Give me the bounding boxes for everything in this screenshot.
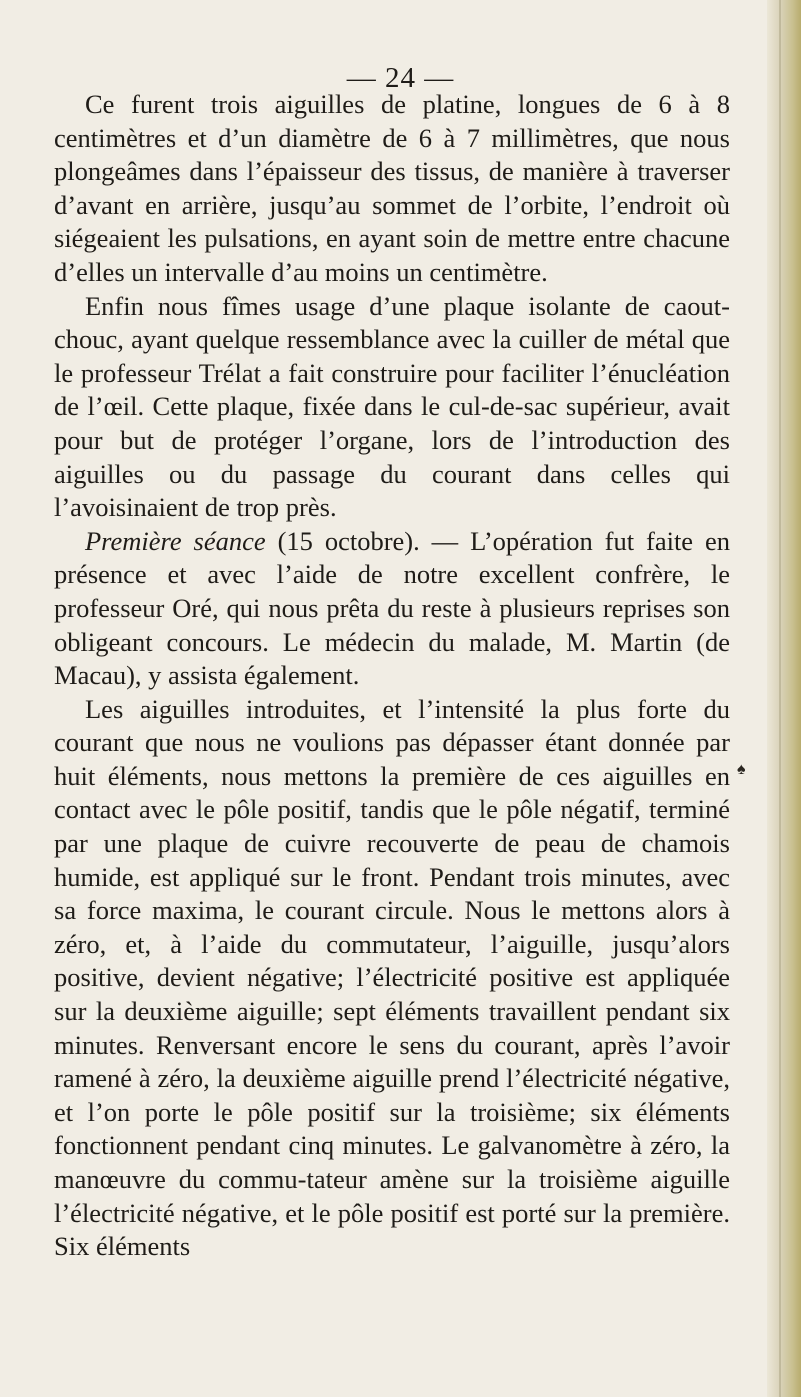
body-text xyxy=(54,88,730,1264)
page-edge-shadow xyxy=(767,0,801,1397)
margin-mark-icon: ♠ xyxy=(737,761,746,778)
paragraph-3-text: (15 octobre). — L’opération fut faite en présence et avec l’aide de notre excellent confrère, le professeur Oré, qui nous prêta du reste à plusieurs reprises son obligeant concours. Le médecin du malade, M. Martin (de Macau), y assista également. xyxy=(54,525,730,691)
paragraph-1: Ce furent trois aiguilles de platine, longues de 6 à 8 centimètres et d’un diamètre de 6 à 7 millimètres, que nous plongeâmes dans l’épaisseur des tissus, de manière à traverser d’avant en arrière, jusqu’au sommet de l’orbite, l’endroit où siégeaient les pulsations, en ayant soin de mettre entre chacune d’elles un intervalle d’au moins un centimètre. xyxy=(54,89,730,287)
paragraph-3-italic-lead: Première séance xyxy=(85,525,266,556)
page-number-header: — 24 — xyxy=(346,62,455,94)
paragraph-2: Enfin nous fîmes usage d’une plaque isolante de caout-chouc, ayant quelque ressemblance avec la cuiller de métal que le professeur Trélat a fait construire pour faciliter l’énucléation de l’œil. Cette plaque, fixée dans le cul-de-sac supérieur, avait pour but de protéger l’organe, lors de l’introduction des aiguilles ou du passage du courant dans celles qui l’avoisinaient de trop près. xyxy=(54,290,730,523)
paragraph-3 xyxy=(54,525,730,693)
paragraph-4: Les aiguilles introduites, et l’intensité la plus forte du courant que nous ne voulions pas dépasser étant donnée par huit éléments, nous mettons la première de ces aiguilles en contact avec le pôle positif, tandis que le pôle négatif, terminé par une plaque de cuivre recouverte de peau de chamois humide, est appliqué sur le front. Pendant trois minutes, avec sa force maxima, le courant circule. Nous le mettons alors à zéro, et, à l’aide du commutateur, l’aiguille, jusqu’alors positive, devient négative; l’électricité positive est appliquée sur la deuxième aiguille; sept éléments travaillent pendant six minutes. Renversant encore le sens du courant, après l’avoir ramené à zéro, la deuxième aiguille prend l’électricité négative, et l’on porte le pôle positif sur la troisième; six éléments fonctionnent pendant cinq minutes. Le galvanomètre à zéro, la manœuvre du commu-tateur amène sur la troisième aiguille l’électricité négative, et le pôle positif est porté sur la première. Six éléments xyxy=(54,693,730,1262)
